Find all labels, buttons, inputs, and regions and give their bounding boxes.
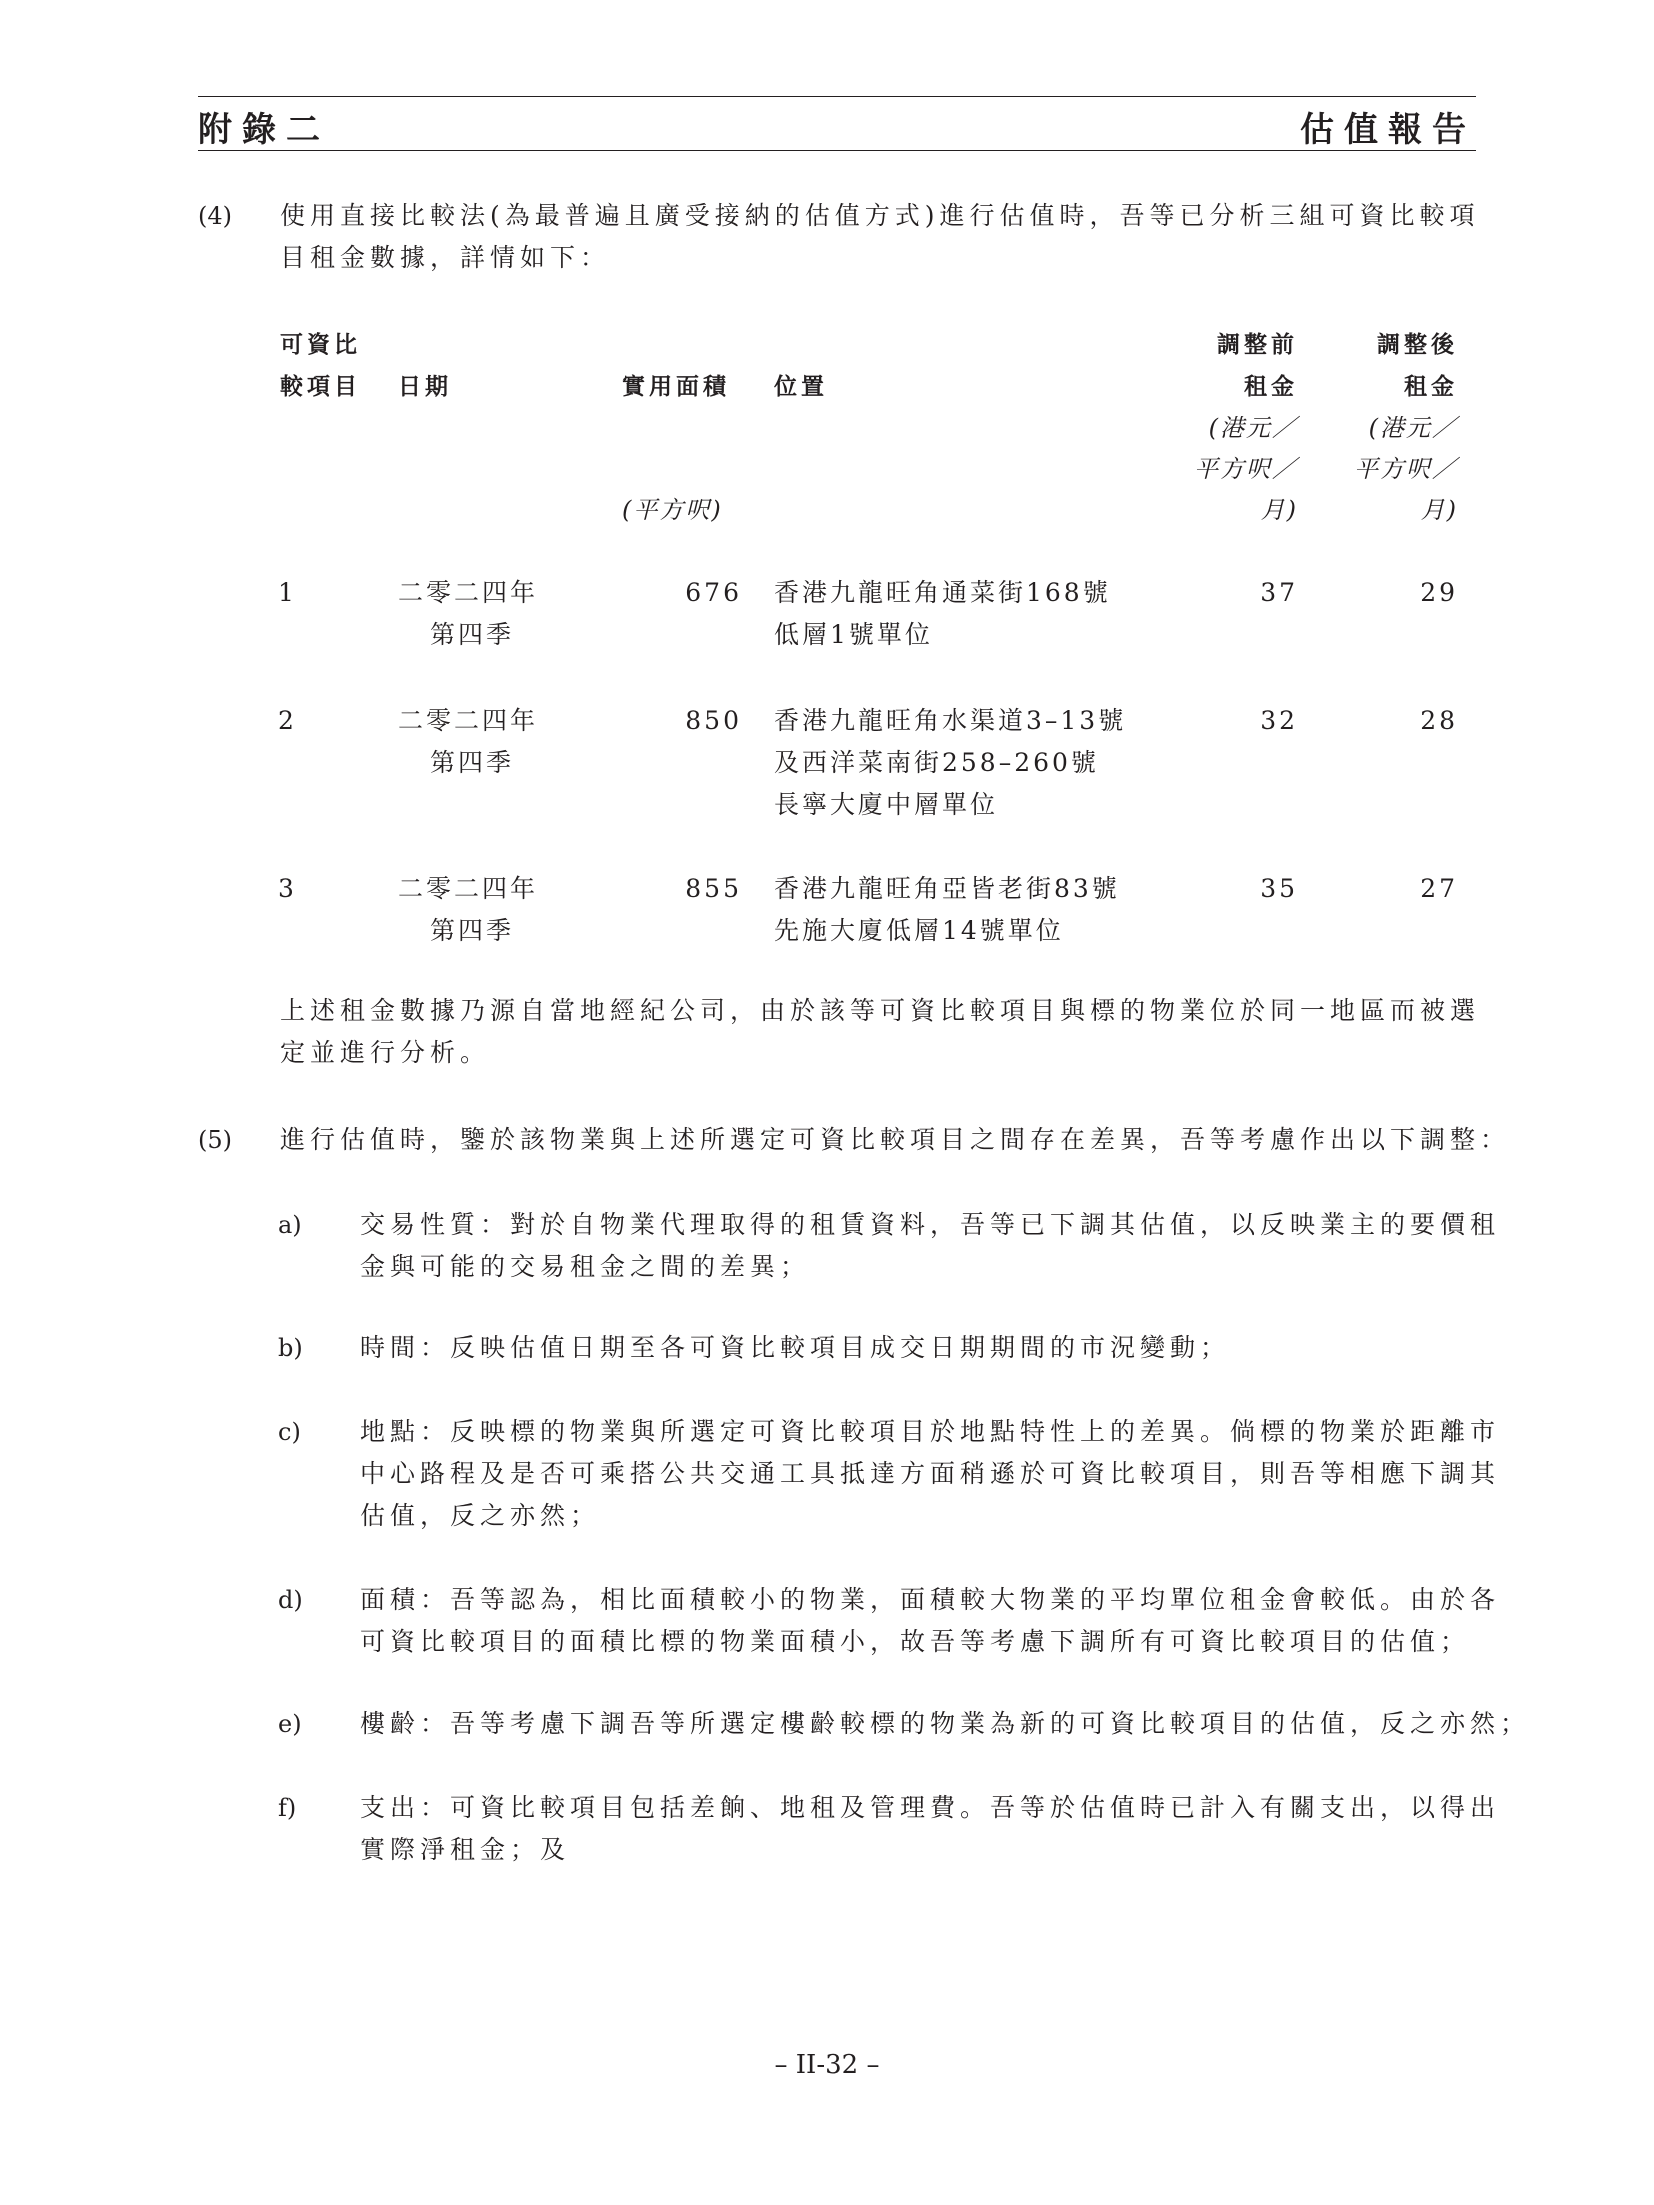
- item-f-line2: 實際淨租金；及: [360, 1835, 571, 1864]
- row-rent-before: 35: [1260, 874, 1298, 903]
- row-area: 855: [685, 874, 742, 903]
- row-location-line1: 香港九龍旺角亞皆老街83號: [774, 874, 1120, 903]
- item-a-line1: 交易性質：對於自物業代理取得的租賃資料，吾等已下調其估值，以反映業主的要價租: [360, 1210, 1501, 1239]
- row-location-line2: 及西洋菜南街258–260號: [774, 748, 1099, 777]
- item-f-line1: 支出：可資比較項目包括差餉、地租及管理費。吾等於估值時已計入有關支出，以得出: [360, 1793, 1501, 1822]
- section-4-number: (4): [198, 202, 232, 230]
- row-location-line2: 先施大廈低層14號單位: [774, 916, 1064, 945]
- unit-after-line1: (港元／: [1368, 414, 1458, 442]
- section-4-line-1: 使用直接比較法(為最普遍且廣受接納的估值方式)進行估值時，吾等已分析三組可資比較項: [280, 201, 1480, 230]
- row-id: 1: [278, 578, 297, 607]
- header-comparable-line2: 較項目: [280, 374, 361, 400]
- item-c-line2: 中心路程及是否可乘搭公共交通工具抵達方面稍遜於可資比較項目，則吾等相應下調其: [360, 1459, 1501, 1488]
- header-location: 位置: [774, 374, 828, 400]
- row-date-line1: 二零二四年: [398, 578, 539, 607]
- row-location-line1: 香港九龍旺角水渠道3–13號: [774, 706, 1127, 735]
- unit-after-line2: 平方呎／: [1354, 455, 1458, 483]
- row-rent-after: 29: [1420, 578, 1458, 607]
- row-date-line1: 二零二四年: [398, 706, 539, 735]
- item-label: f): [278, 1794, 297, 1822]
- row-location-line2: 低層1號單位: [774, 620, 933, 649]
- unit-area: (平方呎): [622, 496, 723, 524]
- item-c-line1: 地點：反映標的物業與所選定可資比較項目於地點特性上的差異。倘標的物業於距離市: [360, 1417, 1501, 1446]
- row-area: 676: [685, 578, 742, 607]
- unit-before-line2: 平方呎／: [1194, 455, 1298, 483]
- section-5-number: (5): [198, 1126, 232, 1154]
- item-d-line2: 可資比較項目的面積比標的物業面積小，故吾等考慮下調所有可資比較項目的估值；: [360, 1627, 1471, 1656]
- row-date-line2: 第四季: [430, 748, 515, 777]
- unit-after-line3: 月): [1420, 496, 1458, 524]
- header-area: 實用面積: [622, 374, 730, 400]
- section-5-intro: 進行估值時，鑒於該物業與上述所選定可資比較項目之間存在差異，吾等考慮作出以下調整：: [280, 1125, 1511, 1154]
- source-note-line1: 上述租金數據乃源自當地經紀公司，由於該等可資比較項目與標的物業位於同一地區而被選: [280, 996, 1481, 1025]
- row-rent-before: 32: [1260, 706, 1298, 735]
- header-top-rule: [198, 96, 1476, 97]
- row-date-line2: 第四季: [430, 916, 515, 945]
- row-id: 2: [278, 706, 297, 735]
- row-area: 850: [685, 706, 742, 735]
- row-id: 3: [278, 874, 297, 903]
- header-rent-after-line1: 調整後: [1377, 332, 1458, 358]
- item-a-line2: 金與可能的交易租金之間的差異；: [360, 1252, 811, 1281]
- header-date: 日期: [398, 374, 452, 400]
- item-label: d): [278, 1586, 303, 1614]
- header-rent-before-line2: 租金: [1244, 374, 1298, 400]
- item-label: c): [278, 1418, 301, 1446]
- item-label: b): [278, 1334, 303, 1362]
- header-rent-after-line2: 租金: [1404, 374, 1458, 400]
- row-rent-after: 28: [1420, 706, 1458, 735]
- item-c-line3: 估值，反之亦然；: [360, 1501, 601, 1530]
- appendix-title: 附錄二: [198, 110, 330, 150]
- unit-before-line1: (港元／: [1208, 414, 1298, 442]
- section-4-line-2: 目租金數據，詳情如下：: [280, 243, 611, 272]
- item-label: e): [278, 1710, 302, 1738]
- row-location-line3: 長寧大廈中層單位: [774, 790, 999, 819]
- row-location-line1: 香港九龍旺角通菜街168號: [774, 578, 1111, 607]
- item-d-line1: 面積：吾等認為，相比面積較小的物業，面積較大物業的平均單位租金會較低。由於各: [360, 1585, 1501, 1614]
- item-b-line1: 時間：反映估值日期至各可資比較項目成交日期期間的市況變動；: [360, 1333, 1231, 1362]
- report-title: 估值報告: [1300, 110, 1476, 150]
- page-number: – II-32 –: [774, 2050, 880, 2080]
- item-e-line1: 樓齡：吾等考慮下調吾等所選定樓齡較標的物業為新的可資比較項目的估值，反之亦然；: [360, 1709, 1531, 1738]
- row-rent-after: 27: [1420, 874, 1458, 903]
- row-date-line2: 第四季: [430, 620, 515, 649]
- row-rent-before: 37: [1260, 578, 1298, 607]
- header-bottom-rule: [198, 150, 1476, 151]
- header-rent-before-line1: 調整前: [1217, 332, 1298, 358]
- row-date-line1: 二零二四年: [398, 874, 539, 903]
- unit-before-line3: 月): [1260, 496, 1298, 524]
- source-note-line2: 定並進行分析。: [280, 1038, 491, 1067]
- header-comparable-line1: 可資比: [280, 332, 361, 358]
- item-label: a): [278, 1211, 302, 1239]
